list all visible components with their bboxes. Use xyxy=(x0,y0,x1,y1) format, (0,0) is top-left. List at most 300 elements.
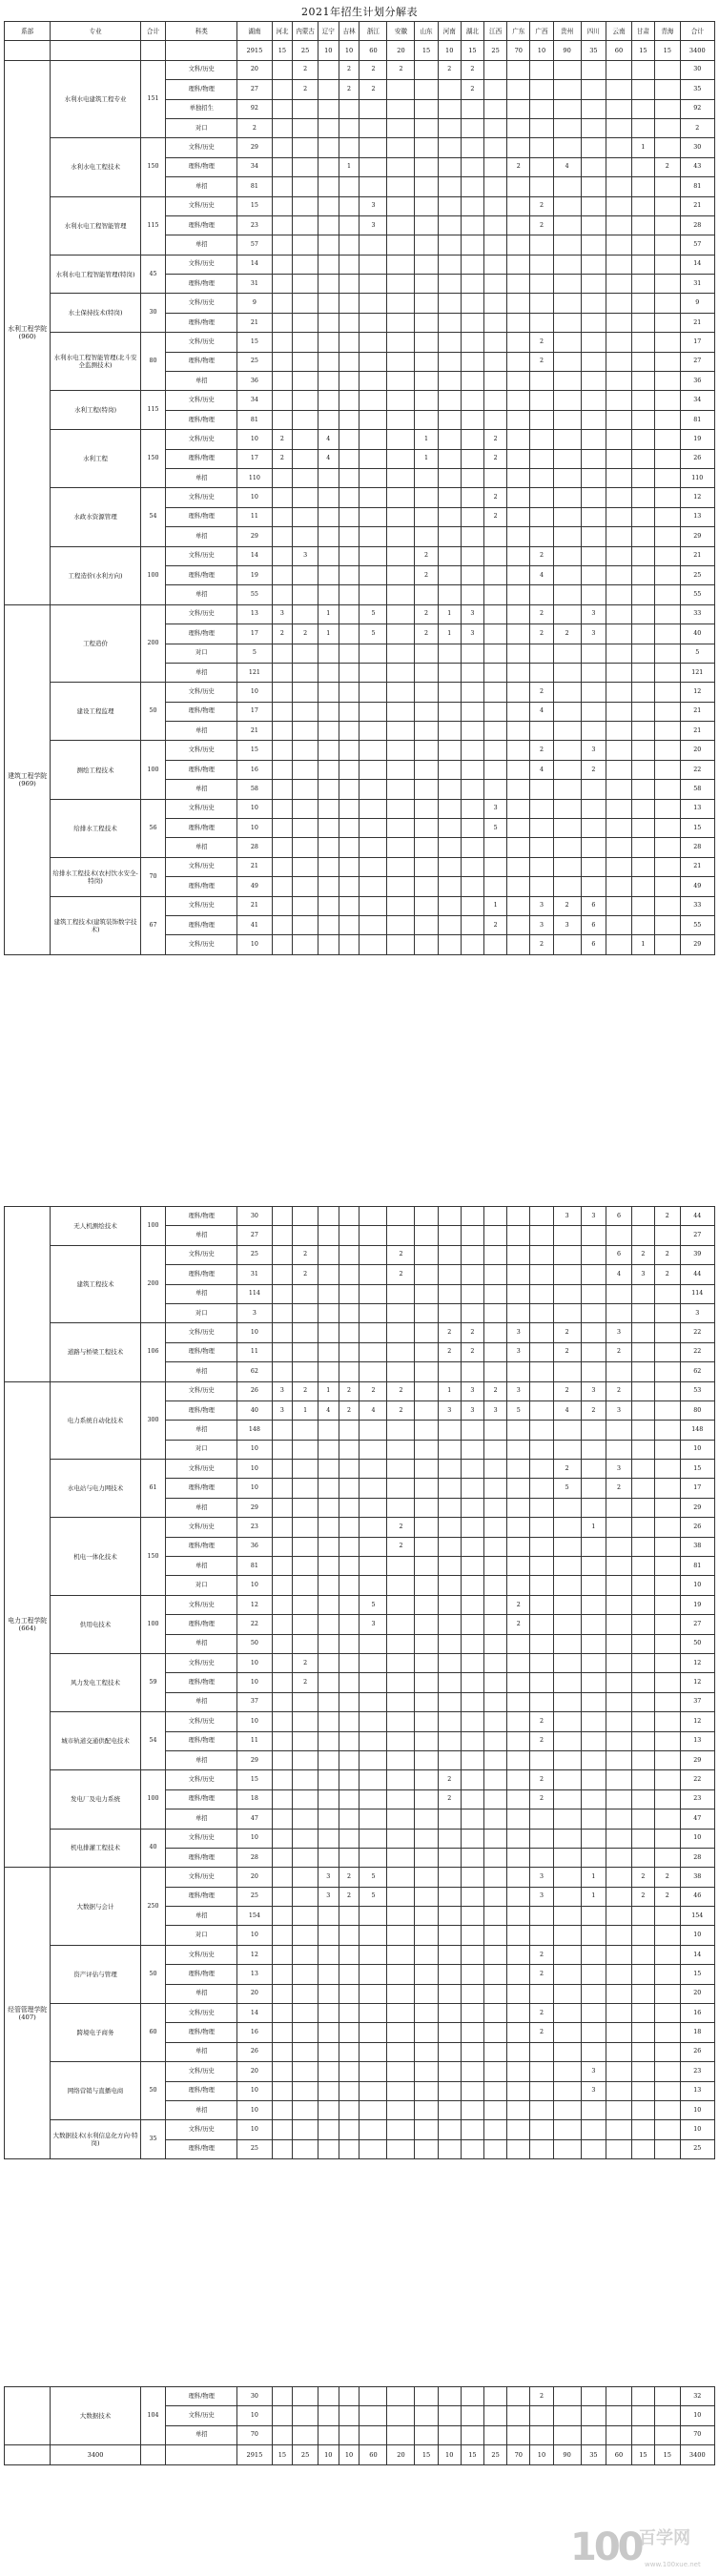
quota-cell xyxy=(360,1829,387,1848)
quota-cell xyxy=(318,1518,339,1537)
quota-cell xyxy=(360,935,387,954)
quota-cell: 15 xyxy=(680,1965,714,1984)
quota-cell xyxy=(387,1887,415,1906)
quota-cell xyxy=(530,1984,553,2003)
category-cell: 理科/物理 xyxy=(166,275,237,294)
quota-cell xyxy=(654,118,680,137)
table-row xyxy=(5,2004,715,2023)
quota-cell xyxy=(339,430,360,449)
quota-cell xyxy=(484,372,507,391)
quota-cell xyxy=(387,1284,415,1303)
quota-cell xyxy=(631,1479,654,1498)
quota-cell xyxy=(606,1615,632,1634)
quota-cell xyxy=(553,741,581,760)
major-total-cell: 115 xyxy=(140,196,166,255)
quota-cell xyxy=(606,449,632,468)
quota-cell xyxy=(318,1537,339,1556)
quota-cell xyxy=(530,2425,553,2444)
quota-cell xyxy=(272,275,293,294)
quota-cell xyxy=(631,1498,654,1517)
quota-cell xyxy=(606,488,632,507)
category-cell: 理科/物理 xyxy=(166,1537,237,1556)
category-cell: 单招 xyxy=(166,1809,237,1829)
quota-cell xyxy=(606,1557,632,1576)
quota-cell xyxy=(631,2042,654,2061)
quota-cell xyxy=(438,2081,461,2100)
quota-cell xyxy=(484,275,507,294)
quota-cell: 2 xyxy=(530,683,553,702)
quota-cell xyxy=(438,80,461,99)
category-cell: 文科/历史 xyxy=(166,1460,237,1479)
quota-cell: 10 xyxy=(237,1926,272,1945)
quota-cell: 2 xyxy=(293,1245,318,1264)
quota-cell: 3 xyxy=(360,1615,387,1634)
quota-cell xyxy=(530,275,553,294)
quota-cell xyxy=(654,1440,680,1459)
category-cell: 理科/物理 xyxy=(166,507,237,526)
total-row-cell: 10 xyxy=(438,2445,461,2464)
quota-cell: 2 xyxy=(530,1731,553,1750)
quota-cell xyxy=(507,663,530,682)
quota-cell xyxy=(461,507,483,526)
quota-cell: 16 xyxy=(237,760,272,779)
quota-cell xyxy=(318,1615,339,1634)
quota-cell xyxy=(461,702,483,721)
quota-cell xyxy=(438,1848,461,1867)
quota-cell: 47 xyxy=(680,1809,714,1829)
major-total-cell: 100 xyxy=(140,1595,166,1653)
quota-cell xyxy=(654,313,680,332)
summary-row-cell: 25 xyxy=(484,41,507,60)
quota-cell: 3 xyxy=(484,799,507,818)
quota-cell xyxy=(415,722,438,741)
quota-cell xyxy=(530,857,553,876)
quota-cell: 29 xyxy=(237,1750,272,1769)
quota-cell xyxy=(484,333,507,352)
quota-cell xyxy=(339,118,360,137)
quota-cell xyxy=(507,1479,530,1498)
quota-cell xyxy=(293,1848,318,1867)
table-row xyxy=(5,1245,715,1264)
quota-cell: 1 xyxy=(415,449,438,468)
quota-cell xyxy=(318,196,339,215)
quota-cell xyxy=(318,1653,339,1672)
quota-cell xyxy=(461,2042,483,2061)
quota-cell xyxy=(387,683,415,702)
quota-cell xyxy=(530,1226,553,1245)
quota-cell xyxy=(484,1887,507,1906)
quota-cell: 49 xyxy=(680,877,714,896)
quota-cell: 57 xyxy=(680,235,714,255)
quota-cell xyxy=(530,391,553,410)
quota-cell xyxy=(553,585,581,604)
quota-cell: 2 xyxy=(654,1207,680,1226)
quota-cell xyxy=(631,294,654,313)
quota-cell: 21 xyxy=(237,857,272,876)
quota-cell xyxy=(318,468,339,487)
quota-cell xyxy=(606,294,632,313)
quota-cell: 25 xyxy=(237,352,272,371)
quota-cell: 22 xyxy=(680,1342,714,1361)
quota-cell xyxy=(360,722,387,741)
quota-cell xyxy=(318,410,339,429)
quota-cell: 2 xyxy=(293,624,318,644)
quota-cell xyxy=(318,1245,339,1264)
quota-cell xyxy=(606,1303,632,1322)
quota-cell: 2 xyxy=(293,1381,318,1400)
quota-cell xyxy=(507,99,530,118)
quota-cell xyxy=(654,275,680,294)
quota-cell xyxy=(438,565,461,584)
quota-cell xyxy=(581,1984,606,2003)
table-row xyxy=(5,294,715,313)
category-cell: 理科/物理 xyxy=(166,915,237,934)
quota-cell: 5 xyxy=(360,1595,387,1614)
table-row xyxy=(5,857,715,876)
quota-cell: 4 xyxy=(553,157,581,176)
quota-cell xyxy=(654,1673,680,1692)
quota-cell xyxy=(318,1557,339,1576)
quota-cell xyxy=(415,1362,438,1381)
quota-cell xyxy=(293,663,318,682)
category-cell: 单招 xyxy=(166,2042,237,2061)
quota-cell xyxy=(631,1537,654,1556)
quota-cell xyxy=(293,1907,318,1926)
quota-cell: 2 xyxy=(530,604,553,624)
quota-cell xyxy=(484,157,507,176)
quota-cell: 2 xyxy=(530,2387,553,2406)
major-total-cell: 150 xyxy=(140,430,166,488)
quota-cell xyxy=(507,1653,530,1672)
quota-cell xyxy=(293,915,318,934)
quota-cell xyxy=(415,196,438,215)
quota-cell xyxy=(461,1615,483,1634)
quota-cell xyxy=(484,2004,507,2023)
quota-cell xyxy=(654,2023,680,2042)
quota-cell xyxy=(318,1342,339,1361)
quota-cell xyxy=(293,741,318,760)
quota-cell xyxy=(272,410,293,429)
quota-cell xyxy=(654,838,680,857)
quota-cell: 2 xyxy=(438,1342,461,1361)
quota-cell xyxy=(415,294,438,313)
quota-cell xyxy=(387,799,415,818)
quota-cell xyxy=(438,760,461,779)
quota-cell xyxy=(606,1634,632,1653)
quota-cell xyxy=(360,118,387,137)
quota-cell xyxy=(318,1440,339,1459)
quota-cell xyxy=(387,1965,415,1984)
quota-cell: 34 xyxy=(680,391,714,410)
quota-cell xyxy=(507,935,530,954)
total-row-cell: 10 xyxy=(339,2445,360,2464)
quota-cell xyxy=(360,565,387,584)
quota-cell xyxy=(484,1226,507,1245)
quota-cell xyxy=(272,1868,293,1887)
quota-cell xyxy=(530,1342,553,1361)
major-cell: 建设工程监理 xyxy=(51,683,140,741)
quota-cell: 26 xyxy=(680,2042,714,2061)
quota-cell: 5 xyxy=(237,644,272,663)
quota-cell xyxy=(293,1479,318,1498)
quota-cell xyxy=(272,838,293,857)
quota-cell xyxy=(484,1323,507,1342)
quota-cell xyxy=(654,857,680,876)
major-cell: 水利水电工程智能管理 xyxy=(51,196,140,255)
quota-cell xyxy=(553,1653,581,1672)
quota-cell xyxy=(339,294,360,313)
quota-cell xyxy=(530,1653,553,1672)
quota-cell xyxy=(631,1576,654,1595)
major-total-cell: 54 xyxy=(140,1712,166,1770)
major-total-cell: 200 xyxy=(140,1245,166,1323)
quota-cell xyxy=(461,565,483,584)
major-total-cell: 45 xyxy=(140,255,166,294)
quota-cell xyxy=(606,644,632,663)
quota-cell xyxy=(415,935,438,954)
quota-cell: 2 xyxy=(272,449,293,468)
quota-cell xyxy=(530,1926,553,1945)
quota-cell xyxy=(415,1692,438,1711)
quota-cell xyxy=(553,877,581,896)
quota-cell xyxy=(606,1537,632,1556)
quota-cell xyxy=(318,215,339,235)
quota-cell xyxy=(360,1207,387,1226)
quota-cell xyxy=(293,1789,318,1809)
total-row-cell: 25 xyxy=(293,2445,318,2464)
quota-cell xyxy=(654,1634,680,1653)
quota-cell xyxy=(415,1400,438,1420)
quota-cell xyxy=(507,1712,530,1731)
quota-cell: 27 xyxy=(237,1226,272,1245)
quota-cell: 3 xyxy=(530,915,553,934)
quota-cell: 2 xyxy=(339,1887,360,1906)
quota-cell xyxy=(654,915,680,934)
category-cell: 理科/物理 xyxy=(166,1342,237,1361)
quota-cell xyxy=(654,1907,680,1926)
major-total-cell: 54 xyxy=(140,488,166,546)
quota-cell xyxy=(484,935,507,954)
quota-cell xyxy=(553,60,581,79)
major-cell: 供用电技术 xyxy=(51,1595,140,1653)
quota-cell xyxy=(461,352,483,371)
quota-cell xyxy=(360,1362,387,1381)
quota-cell xyxy=(293,196,318,215)
quota-cell xyxy=(387,1868,415,1887)
quota-cell xyxy=(530,663,553,682)
quota-cell xyxy=(387,644,415,663)
major-cell: 道路与桥梁工程技术 xyxy=(51,1323,140,1381)
quota-cell: 2 xyxy=(507,157,530,176)
quota-cell xyxy=(272,1809,293,1829)
quota-cell xyxy=(507,799,530,818)
quota-cell xyxy=(553,2120,581,2139)
quota-cell xyxy=(654,799,680,818)
quota-cell xyxy=(530,1440,553,1459)
quota-cell: 31 xyxy=(680,275,714,294)
quota-cell xyxy=(654,624,680,644)
quota-cell: 3 xyxy=(237,1303,272,1322)
quota-cell xyxy=(272,1712,293,1731)
quota-cell xyxy=(581,1945,606,1964)
quota-cell xyxy=(484,118,507,137)
category-cell: 对口 xyxy=(166,1926,237,1945)
quota-cell xyxy=(318,1731,339,1750)
quota-cell: 81 xyxy=(237,177,272,196)
quota-cell xyxy=(272,1731,293,1750)
quota-cell: 18 xyxy=(237,1789,272,1809)
quota-cell: 6 xyxy=(606,1207,632,1226)
quota-cell xyxy=(631,1284,654,1303)
quota-cell xyxy=(461,877,483,896)
quota-cell xyxy=(654,372,680,391)
quota-cell xyxy=(654,255,680,274)
quota-cell: 6 xyxy=(606,1245,632,1264)
quota-cell xyxy=(293,1615,318,1634)
quota-cell xyxy=(293,1207,318,1226)
quota-cell xyxy=(360,702,387,721)
quota-cell xyxy=(507,1848,530,1867)
quota-cell xyxy=(581,1692,606,1711)
table-row xyxy=(5,391,715,410)
quota-cell: 23 xyxy=(237,215,272,235)
quota-cell xyxy=(631,1673,654,1692)
category-cell: 文科/历史 xyxy=(166,391,237,410)
quota-cell xyxy=(606,1868,632,1887)
quota-cell xyxy=(654,2139,680,2158)
quota-cell xyxy=(415,1653,438,1672)
category-cell: 理科/物理 xyxy=(166,565,237,584)
quota-cell xyxy=(415,1440,438,1459)
quota-cell xyxy=(415,1537,438,1556)
category-cell: 文科/历史 xyxy=(166,333,237,352)
quota-cell xyxy=(461,1731,483,1750)
quota-cell xyxy=(438,799,461,818)
quota-cell xyxy=(581,391,606,410)
header-row-cell: 河北 xyxy=(272,22,293,41)
quota-cell xyxy=(339,410,360,429)
quota-cell xyxy=(339,2081,360,2100)
quota-cell xyxy=(415,215,438,235)
quota-cell xyxy=(581,1421,606,1440)
quota-cell xyxy=(387,157,415,176)
quota-cell xyxy=(461,663,483,682)
quota-cell: 1 xyxy=(415,430,438,449)
quota-cell: 10 xyxy=(237,1440,272,1459)
quota-cell xyxy=(438,1518,461,1537)
quota-cell xyxy=(360,177,387,196)
quota-cell xyxy=(484,1284,507,1303)
quota-cell xyxy=(581,196,606,215)
quota-cell: 81 xyxy=(237,410,272,429)
quota-cell xyxy=(654,1595,680,1614)
quota-cell xyxy=(461,2139,483,2158)
quota-cell: 2 xyxy=(484,507,507,526)
quota-cell xyxy=(484,1342,507,1361)
quota-cell xyxy=(272,255,293,274)
quota-cell xyxy=(293,1945,318,1964)
quota-cell xyxy=(293,1460,318,1479)
quota-cell xyxy=(606,196,632,215)
quota-cell xyxy=(553,644,581,663)
quota-cell xyxy=(606,118,632,137)
quota-cell xyxy=(415,255,438,274)
quota-cell xyxy=(461,138,483,157)
quota-cell xyxy=(339,1789,360,1809)
quota-cell: 3 xyxy=(530,896,553,915)
quota-cell: 3 xyxy=(530,1868,553,1887)
quota-cell xyxy=(530,410,553,429)
quota-cell xyxy=(654,391,680,410)
quota-cell xyxy=(606,60,632,79)
quota-cell: 2 xyxy=(461,1342,483,1361)
quota-cell xyxy=(272,177,293,196)
major-cell: 大数据技术 xyxy=(51,2387,140,2445)
quota-cell xyxy=(461,1829,483,1848)
quota-cell xyxy=(318,780,339,799)
quota-cell xyxy=(272,644,293,663)
quota-cell xyxy=(631,2406,654,2425)
category-cell: 对口 xyxy=(166,1303,237,1322)
quota-cell xyxy=(415,1848,438,1867)
quota-cell: 81 xyxy=(680,1557,714,1576)
quota-cell: 2 xyxy=(530,741,553,760)
quota-cell xyxy=(272,2062,293,2081)
quota-cell xyxy=(484,565,507,584)
quota-cell xyxy=(530,1207,553,1226)
quota-cell xyxy=(507,1731,530,1750)
quota-cell xyxy=(339,683,360,702)
quota-cell xyxy=(631,1226,654,1245)
quota-cell xyxy=(438,410,461,429)
quota-cell: 6 xyxy=(581,915,606,934)
quota-cell xyxy=(293,1712,318,1731)
major-total-cell: 67 xyxy=(140,896,166,954)
quota-cell: 26 xyxy=(680,1518,714,1537)
quota-cell xyxy=(631,2425,654,2444)
quota-cell: 10 xyxy=(680,2406,714,2425)
quota-cell xyxy=(339,1848,360,1867)
quota-cell xyxy=(631,1809,654,1829)
quota-cell xyxy=(606,1965,632,1984)
quota-cell xyxy=(272,468,293,487)
quota-cell xyxy=(507,2081,530,2100)
quota-cell xyxy=(606,391,632,410)
quota-cell xyxy=(654,1770,680,1789)
quota-cell xyxy=(339,1460,360,1479)
quota-cell xyxy=(507,838,530,857)
quota-cell xyxy=(272,799,293,818)
major-total-cell: 250 xyxy=(140,1868,166,1946)
quota-cell: 1 xyxy=(318,604,339,624)
quota-cell xyxy=(272,1848,293,1867)
category-cell: 文科/历史 xyxy=(166,1945,237,1964)
quota-cell xyxy=(293,565,318,584)
quota-cell xyxy=(339,2120,360,2139)
quota-cell xyxy=(387,1809,415,1829)
quota-cell xyxy=(360,372,387,391)
quota-cell xyxy=(484,857,507,876)
quota-cell: 53 xyxy=(680,1381,714,1400)
quota-cell xyxy=(553,1965,581,1984)
quota-cell xyxy=(318,157,339,176)
quota-cell xyxy=(360,294,387,313)
quota-cell: 3 xyxy=(461,624,483,644)
quota-cell xyxy=(293,294,318,313)
quota-cell xyxy=(293,1595,318,1614)
quota-cell: 10 xyxy=(237,799,272,818)
quota-cell xyxy=(507,138,530,157)
